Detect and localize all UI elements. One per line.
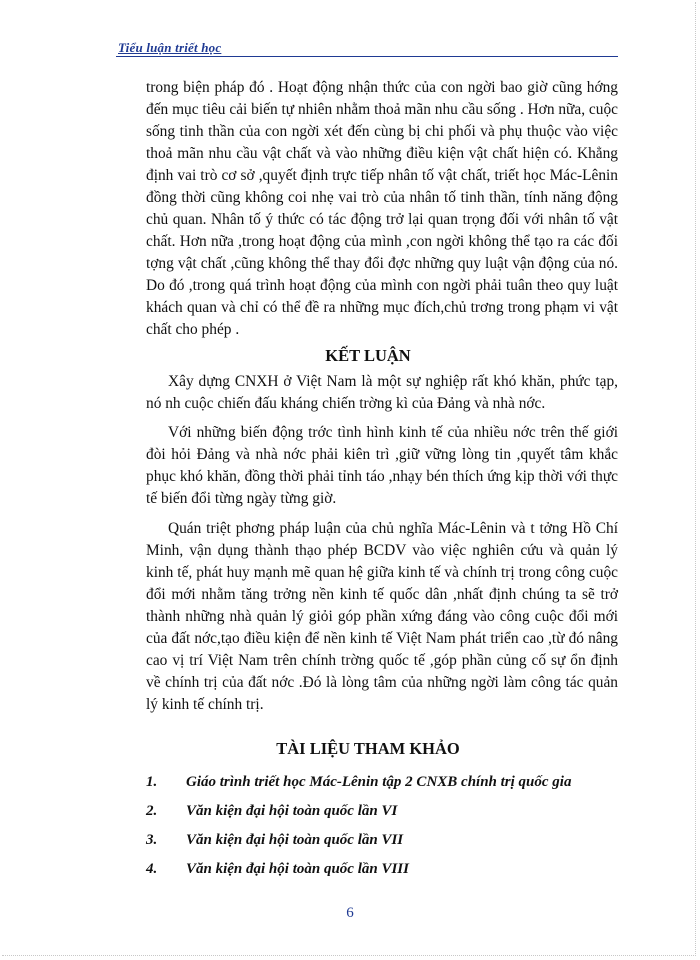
reference-text: Văn kiện đại hội toàn quốc lần VI [186, 803, 398, 819]
header-rule [116, 56, 618, 57]
references-list [146, 768, 618, 884]
reference-number: 1. [146, 774, 158, 790]
body-paragraph-intro: trong biện pháp đó . Hoạt động nhận thức của con ngời bao giờ cũng hớng đến mục tiêu cải biến tự nhiên nhằm thoả mãn nhu cầu sống . Hơn nữa, cuộc sống tinh thần của con ngời xét đến cùng bị chi phối và phụ thuộc vào việc thoả mãn nhu cầu vật chất và vào những điều kiện vật chất hiện có. Khẳng định vai trò cơ sở ,quyết định trực tiếp nhân tố vật chất, triết học Mác-Lênin đồng thời cũng không coi nhẹ vai trò của nhân tố tinh thần, tính năng động chủ quan. Nhân tố ý thức có tác động trở lại quan trọng đối với nhân tố vật chất. Hơn nữa ,trong hoạt động của mình ,con ngời không thể tạo ra các đối tợng vật chất ,cũng không thể thay đổi đợc những quy luật vận động của nó. Do đó ,trong quá trình hoạt động của mình con ngời phải tuân theo quy luật khách quan và chỉ có thể đề ra những mục đích,chủ trơng trong phạm vi vật chất cho phép . [146, 79, 618, 338]
reference-text: Văn kiện đại hội toàn quốc lần VIII [186, 861, 409, 877]
reference-number: 2. [146, 803, 158, 819]
reference-number: 3. [146, 832, 158, 848]
reference-number: 4. [146, 861, 158, 877]
conclusion-paragraph-1: Xây dựng CNXH ở Việt Nam là một sự nghiệp rất khó khăn, phức tạp, nó nh cuộc chiến đấu kháng chiến trờng kì của Đảng và nhà nớc. [146, 373, 618, 412]
conclusion-paragraph-2: Với những biến động trớc tình hình kinh tế của nhiều nớc trên thế giới đòi hỏi Đảng và nhà nớc phải kiên trì ,giữ vững lòng tin ,quyết tâm khắc phục khó khăn, đồng thời phải tỉnh táo ,nhạy bén thích ứng kịp thời với thực tế biến đổi từng ngày từng giờ. [146, 424, 618, 507]
conclusion-paragraph-3: Quán triệt phơng pháp luận của chủ nghĩa Mác-Lênin và t tởng Hồ Chí Minh, vận dụng thành thạo phép BCDV vào việc nghiên cứu và quản lý kinh tế, phát huy mạnh mẽ quan hệ giữa kinh tế và chính trị trong công cuộc đổi mới nhằm tăng trởng nền kinh tế quốc dân ,nhất định chúng ta sẽ trở thành những nhà quản lý giỏi góp phần xứng đáng vào công cuộc đổi mới của đất nớc,tạo điều kiện để nền kinh tế Việt Nam phát triển cao ,từ đó nâng cao vị trí Việt Nam trên chính trờng quốc tế ,góp phần củng cố sự ổn định về chính trị của đất nớc .Đó là lòng tâm của những ngời làm công tác quản lý kinh tế chính trị. [146, 520, 618, 713]
reference-item [146, 768, 618, 797]
reference-text: Giáo trình triết học Mác-Lênin tập 2 CNXB chính trị quốc gia [186, 774, 572, 790]
references-title: TÀI LIỆU THAM KHẢO [276, 739, 460, 758]
running-header: Tiểu luận triết học [118, 40, 222, 55]
reference-item [146, 826, 618, 855]
conclusion-title: KẾT LUẬN [325, 346, 411, 365]
reference-text: Văn kiện đại hội toàn quốc lần VII [186, 832, 404, 848]
page-number: 6 [346, 905, 354, 921]
reference-item [146, 797, 618, 826]
reference-item [146, 855, 618, 884]
